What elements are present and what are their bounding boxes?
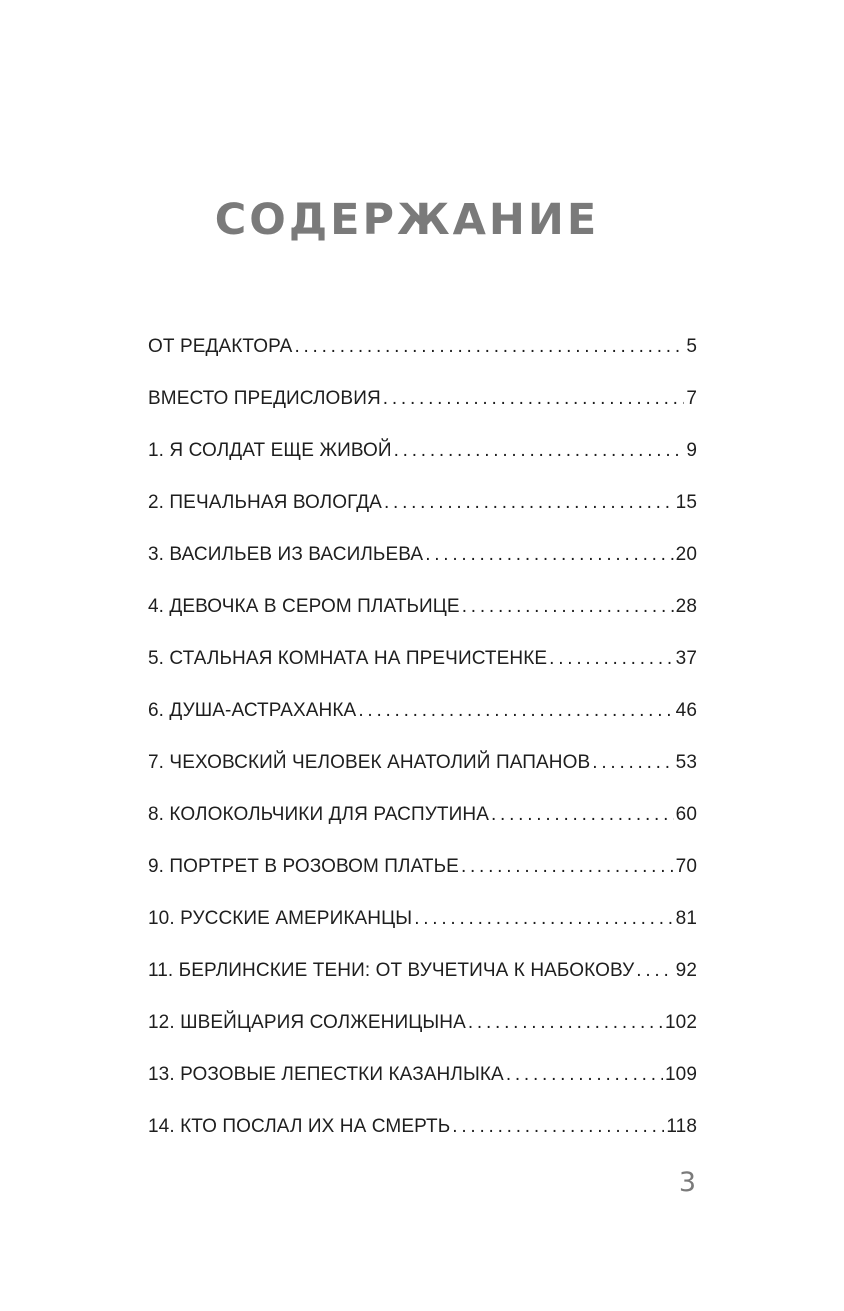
toc-page-number: 5 <box>686 336 697 357</box>
toc-page-number: 118 <box>666 1116 697 1137</box>
toc-entry-title: 4. ДЕВОЧКА В СЕРОМ ПЛАТЬИЦЕ <box>148 596 460 617</box>
dot-leader <box>506 1057 663 1093</box>
dot-leader <box>384 485 674 521</box>
toc-entry-title: 6. ДУША-АСТРАХАНКА <box>148 700 357 721</box>
toc-entry[interactable] <box>148 485 697 537</box>
page-title: СОДЕРЖАНИЕ <box>214 194 600 245</box>
toc-page-number: 20 <box>675 544 697 565</box>
toc-entry-title: ВМЕСТО ПРЕДИСЛОВИЯ <box>148 388 381 409</box>
toc-page-number: 60 <box>675 804 697 825</box>
dot-leader <box>394 433 685 469</box>
dot-leader <box>491 797 674 833</box>
dot-leader <box>358 693 673 729</box>
toc-entry[interactable] <box>148 537 697 589</box>
toc-entry-title: 8. КОЛОКОЛЬЧИКИ ДЛЯ РАСПУТИНА <box>148 804 489 825</box>
toc-entry-title: 9. ПОРТРЕТ В РОЗОВОМ ПЛАТЬЕ <box>148 856 459 877</box>
dot-leader <box>452 1109 664 1145</box>
toc-page-number: 46 <box>675 700 697 721</box>
toc-entry-title: 5. СТАЛЬНАЯ КОМНАТА НА ПРЕЧИСТЕНКЕ <box>148 648 548 669</box>
dot-leader <box>468 1005 663 1041</box>
dot-leader <box>414 901 673 937</box>
toc-entry[interactable] <box>148 797 697 849</box>
toc-page-number: 53 <box>675 752 697 773</box>
dot-leader <box>425 537 673 573</box>
toc-entry[interactable] <box>148 641 697 693</box>
dot-leader <box>462 589 674 625</box>
toc-entry-title: 1. Я СОЛДАТ ЕЩЕ ЖИВОЙ <box>148 440 392 461</box>
dot-leader <box>592 745 673 781</box>
dot-leader <box>636 953 673 989</box>
toc-entry-title: 10. РУССКИЕ АМЕРИКАНЦЫ <box>148 908 413 929</box>
toc-entry-title: 12. ШВЕЙЦАРИЯ СОЛЖЕНИЦЫНА <box>148 1012 466 1033</box>
toc-entry-title: 3. ВАСИЛЬЕВ ИЗ ВАСИЛЬЕВА <box>148 544 424 565</box>
toc-page-number: 28 <box>675 596 697 617</box>
page-number: 3 <box>678 1167 696 1198</box>
toc-entry[interactable] <box>148 329 697 381</box>
toc-page-number: 70 <box>675 856 697 877</box>
dot-leader <box>383 381 685 417</box>
toc-page-number: 37 <box>675 648 697 669</box>
toc-entry[interactable] <box>148 953 697 1005</box>
dot-leader <box>549 641 674 677</box>
toc-entry[interactable] <box>148 745 697 797</box>
toc-page-number: 9 <box>686 440 697 461</box>
toc-page-number: 102 <box>664 1012 697 1033</box>
toc-entry[interactable] <box>148 693 697 745</box>
toc-entry-title: 14. КТО ПОСЛАЛ ИХ НА СМЕРТЬ <box>148 1116 451 1137</box>
toc-entry[interactable] <box>148 433 697 485</box>
toc-entry[interactable] <box>148 381 697 433</box>
toc-page-number: 7 <box>686 388 697 409</box>
toc-entry[interactable] <box>148 1109 697 1161</box>
toc-entry-title: 7. ЧЕХОВСКИЙ ЧЕЛОВЕК АНАТОЛИЙ ПАПАНОВ <box>148 752 591 773</box>
toc-entry[interactable] <box>148 849 697 901</box>
toc-page-number: 81 <box>675 908 697 929</box>
toc-entry[interactable] <box>148 1005 697 1057</box>
toc-page-number: 92 <box>675 960 697 981</box>
dot-leader <box>461 849 674 885</box>
toc-entry[interactable] <box>148 901 697 953</box>
table-of-contents <box>148 329 697 1161</box>
toc-entry-title: 2. ПЕЧАЛЬНАЯ ВОЛОГДА <box>148 492 382 513</box>
toc-entry[interactable] <box>148 589 697 641</box>
toc-page-number: 109 <box>664 1064 697 1085</box>
dot-leader <box>294 329 684 365</box>
toc-entry-title: 13. РОЗОВЫЕ ЛЕПЕСТКИ КАЗАНЛЫКА <box>148 1064 504 1085</box>
toc-entry-title: ОТ РЕДАКТОРА <box>148 336 293 357</box>
toc-page-number: 15 <box>675 492 697 513</box>
toc-entry-title: 11. БЕРЛИНСКИЕ ТЕНИ: ОТ ВУЧЕТИЧА К НАБОКОВУ <box>148 960 635 981</box>
toc-entry[interactable] <box>148 1057 697 1109</box>
